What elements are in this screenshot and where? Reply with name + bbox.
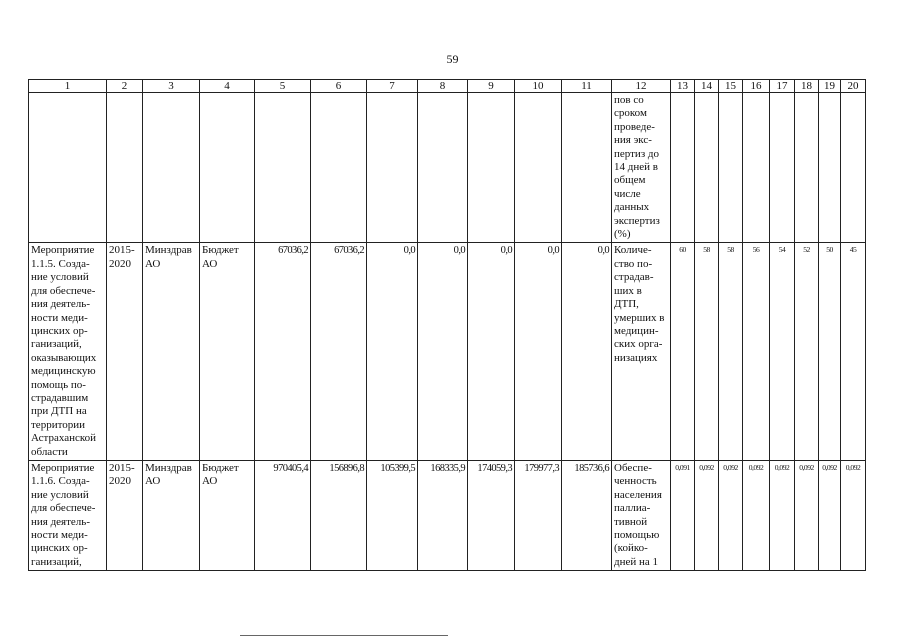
amount-cell <box>562 93 612 243</box>
indicator-value-cell: 0,092 <box>743 460 770 570</box>
header-row <box>29 80 866 93</box>
indicator-value-cell: 50 <box>819 243 841 461</box>
indicator-value-cell: 0,092 <box>695 460 719 570</box>
amount-cell: 970405,4 <box>255 460 311 570</box>
indicator-value-cell <box>770 93 795 243</box>
amount-cell: 168335,9 <box>418 460 468 570</box>
table-row <box>29 93 866 243</box>
executor-cell: Минздрав АО <box>143 460 200 570</box>
table-row <box>29 460 866 570</box>
amount-cell: 0,0 <box>418 243 468 461</box>
executor-cell: Минздрав АО <box>143 243 200 461</box>
indicator-value-cell: 52 <box>795 243 819 461</box>
activity-cell: Мероприятие 1.1.5. Созда-ние условий для обеспече-ния деятель-ности меди-цинских ор-ганизаций, оказывающих медицинскую помощь по-страдавшим при ДТП на территории Астраханской области <box>29 243 107 461</box>
indicator-name-cell: Количе-ство по-страдав-ших в ДТП, умерших в медицин-ских орга-низациях <box>612 243 671 461</box>
table-row <box>29 243 866 461</box>
col-header: 7 <box>367 80 418 93</box>
indicator-value-cell <box>795 93 819 243</box>
indicator-value-cell <box>695 93 719 243</box>
amount-cell <box>468 93 515 243</box>
col-header: 6 <box>311 80 367 93</box>
source-cell <box>200 93 255 243</box>
col-header: 12 <box>612 80 671 93</box>
indicator-value-cell: 58 <box>719 243 743 461</box>
activity-cell <box>29 93 107 243</box>
amount-cell: 185736,6 <box>562 460 612 570</box>
indicator-value-cell <box>671 93 695 243</box>
col-header: 2 <box>107 80 143 93</box>
col-header: 19 <box>819 80 841 93</box>
amount-cell: 67036,2 <box>255 243 311 461</box>
amount-cell <box>515 93 562 243</box>
col-header: 9 <box>468 80 515 93</box>
indicator-value-cell: 0,092 <box>770 460 795 570</box>
indicator-name-cell: пов со сроком проведе-ния экс-пертиз до 14 дней в общем числе данных экспертиз (%) <box>612 93 671 243</box>
period-cell <box>107 93 143 243</box>
amount-cell <box>367 93 418 243</box>
activity-cell: Мероприятие 1.1.6. Созда-ние условий для обеспече-ния деятель-ности меди-цинских ор-ганизаций, <box>29 460 107 570</box>
indicator-value-cell: 0,091 <box>671 460 695 570</box>
program-table <box>28 79 866 571</box>
indicator-value-cell <box>743 93 770 243</box>
source-cell: Бюджет АО <box>200 460 255 570</box>
indicator-value-cell <box>841 93 866 243</box>
amount-cell: 0,0 <box>515 243 562 461</box>
amount-cell: 67036,2 <box>311 243 367 461</box>
col-header: 4 <box>200 80 255 93</box>
indicator-value-cell: 56 <box>743 243 770 461</box>
col-header: 20 <box>841 80 866 93</box>
indicator-value-cell: 0,092 <box>795 460 819 570</box>
col-header: 15 <box>719 80 743 93</box>
col-header: 13 <box>671 80 695 93</box>
col-header: 14 <box>695 80 719 93</box>
executor-cell <box>143 93 200 243</box>
col-header: 8 <box>418 80 468 93</box>
col-header: 5 <box>255 80 311 93</box>
amount-cell: 105399,5 <box>367 460 418 570</box>
amount-cell: 174059,3 <box>468 460 515 570</box>
col-header: 16 <box>743 80 770 93</box>
indicator-value-cell: 0,092 <box>719 460 743 570</box>
indicator-value-cell: 60 <box>671 243 695 461</box>
col-header: 1 <box>29 80 107 93</box>
amount-cell: 156896,8 <box>311 460 367 570</box>
indicator-value-cell: 58 <box>695 243 719 461</box>
period-cell: 2015-2020 <box>107 243 143 461</box>
indicator-value-cell <box>819 93 841 243</box>
page-number: 59 <box>446 52 459 66</box>
col-header: 3 <box>143 80 200 93</box>
col-header: 17 <box>770 80 795 93</box>
indicator-value-cell: 45 <box>841 243 866 461</box>
indicator-value-cell <box>719 93 743 243</box>
amount-cell: 0,0 <box>562 243 612 461</box>
period-cell: 2015-2020 <box>107 460 143 570</box>
source-cell: Бюджет АО <box>200 243 255 461</box>
amount-cell <box>311 93 367 243</box>
amount-cell <box>418 93 468 243</box>
indicator-value-cell: 0,092 <box>819 460 841 570</box>
amount-cell: 0,0 <box>468 243 515 461</box>
indicator-value-cell: 54 <box>770 243 795 461</box>
col-header: 11 <box>562 80 612 93</box>
indicator-value-cell: 0,092 <box>841 460 866 570</box>
amount-cell <box>255 93 311 243</box>
amount-cell: 0,0 <box>367 243 418 461</box>
amount-cell: 179977,3 <box>515 460 562 570</box>
col-header: 18 <box>795 80 819 93</box>
col-header: 10 <box>515 80 562 93</box>
indicator-name-cell: Обеспе-ченность населения паллиа-тивной помощью (койко-дней на 1 <box>612 460 671 570</box>
scan-artifact-line <box>240 635 448 636</box>
